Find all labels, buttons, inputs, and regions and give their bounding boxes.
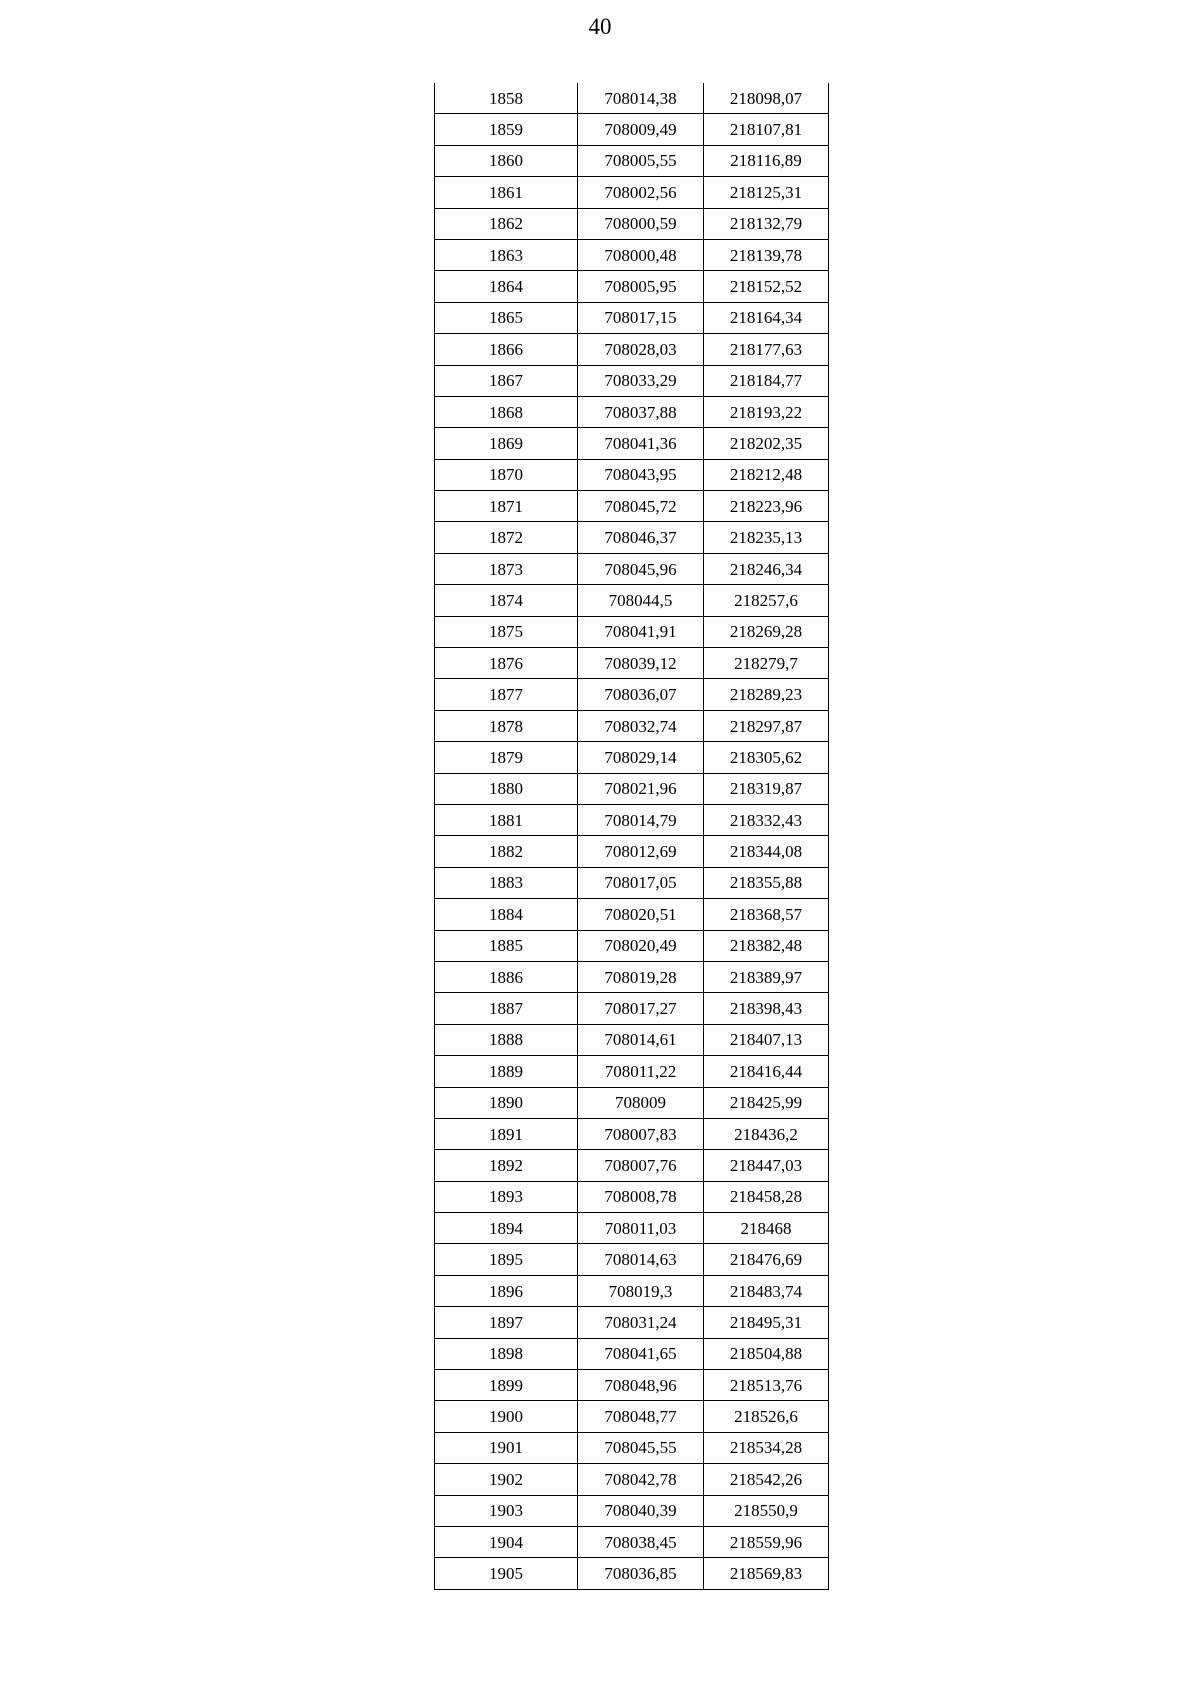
x-coordinate-cell: 708007,83 <box>578 1118 704 1149</box>
table-row <box>435 1275 829 1306</box>
table-row <box>435 1495 829 1526</box>
y-coordinate-cell: 218139,78 <box>704 239 829 270</box>
y-coordinate-cell: 218164,34 <box>704 302 829 333</box>
x-coordinate-cell: 708014,63 <box>578 1244 704 1275</box>
y-coordinate-cell: 218476,69 <box>704 1244 829 1275</box>
table-row <box>435 836 829 867</box>
x-coordinate-cell: 708009,49 <box>578 114 704 145</box>
table-row <box>435 616 829 647</box>
table-row <box>435 428 829 459</box>
point-number-cell: 1868 <box>435 396 578 427</box>
y-coordinate-cell: 218305,62 <box>704 742 829 773</box>
x-coordinate-cell: 708011,22 <box>578 1056 704 1087</box>
table-row <box>435 1432 829 1463</box>
table-row <box>435 1307 829 1338</box>
table-row <box>435 710 829 741</box>
point-number-cell: 1888 <box>435 1024 578 1055</box>
y-coordinate-cell: 218559,96 <box>704 1526 829 1557</box>
y-coordinate-cell: 218212,48 <box>704 459 829 490</box>
x-coordinate-cell: 708046,37 <box>578 522 704 553</box>
x-coordinate-cell: 708032,74 <box>578 710 704 741</box>
point-number-cell: 1905 <box>435 1558 578 1589</box>
point-number-cell: 1901 <box>435 1432 578 1463</box>
point-number-cell: 1885 <box>435 930 578 961</box>
table-row <box>435 585 829 616</box>
table-row <box>435 1087 829 1118</box>
x-coordinate-cell: 708045,55 <box>578 1432 704 1463</box>
table-row <box>435 742 829 773</box>
point-number-cell: 1886 <box>435 961 578 992</box>
y-coordinate-cell: 218483,74 <box>704 1275 829 1306</box>
point-number-cell: 1871 <box>435 491 578 522</box>
table-row <box>435 1118 829 1149</box>
table-row <box>435 239 829 270</box>
table-row <box>435 899 829 930</box>
x-coordinate-cell: 708042,78 <box>578 1464 704 1495</box>
y-coordinate-cell: 218368,57 <box>704 899 829 930</box>
point-number-cell: 1859 <box>435 114 578 145</box>
table-row <box>435 1558 829 1589</box>
y-coordinate-cell: 218389,97 <box>704 961 829 992</box>
page-number: 40 <box>588 14 612 39</box>
x-coordinate-cell: 708041,65 <box>578 1338 704 1369</box>
point-number-cell: 1873 <box>435 553 578 584</box>
point-number-cell: 1897 <box>435 1307 578 1338</box>
table-row <box>435 1464 829 1495</box>
point-number-cell: 1896 <box>435 1275 578 1306</box>
point-number-cell: 1858 <box>435 83 578 114</box>
x-coordinate-cell: 708043,95 <box>578 459 704 490</box>
table-row <box>435 867 829 898</box>
x-coordinate-cell: 708000,59 <box>578 208 704 239</box>
y-coordinate-cell: 218107,81 <box>704 114 829 145</box>
point-number-cell: 1882 <box>435 836 578 867</box>
y-coordinate-cell: 218257,6 <box>704 585 829 616</box>
x-coordinate-cell: 708020,49 <box>578 930 704 961</box>
y-coordinate-cell: 218125,31 <box>704 177 829 208</box>
y-coordinate-cell: 218569,83 <box>704 1558 829 1589</box>
y-coordinate-cell: 218534,28 <box>704 1432 829 1463</box>
point-number-cell: 1866 <box>435 334 578 365</box>
x-coordinate-cell: 708017,27 <box>578 993 704 1024</box>
point-number-cell: 1894 <box>435 1213 578 1244</box>
table-row <box>435 334 829 365</box>
coordinate-table <box>434 83 829 1590</box>
point-number-cell: 1895 <box>435 1244 578 1275</box>
point-number-cell: 1902 <box>435 1464 578 1495</box>
point-number-cell: 1899 <box>435 1370 578 1401</box>
table-row <box>435 271 829 302</box>
x-coordinate-cell: 708009 <box>578 1087 704 1118</box>
table-row <box>435 961 829 992</box>
x-coordinate-cell: 708036,85 <box>578 1558 704 1589</box>
coordinate-table-body <box>435 83 829 1589</box>
point-number-cell: 1876 <box>435 648 578 679</box>
x-coordinate-cell: 708007,76 <box>578 1150 704 1181</box>
point-number-cell: 1881 <box>435 804 578 835</box>
x-coordinate-cell: 708000,48 <box>578 239 704 270</box>
y-coordinate-cell: 218098,07 <box>704 83 829 114</box>
point-number-cell: 1874 <box>435 585 578 616</box>
y-coordinate-cell: 218223,96 <box>704 491 829 522</box>
point-number-cell: 1870 <box>435 459 578 490</box>
x-coordinate-cell: 708040,39 <box>578 1495 704 1526</box>
x-coordinate-cell: 708045,72 <box>578 491 704 522</box>
table-row <box>435 522 829 553</box>
table-row <box>435 1244 829 1275</box>
point-number-cell: 1865 <box>435 302 578 333</box>
table-row <box>435 177 829 208</box>
table-row <box>435 1338 829 1369</box>
y-coordinate-cell: 218193,22 <box>704 396 829 427</box>
x-coordinate-cell: 708008,78 <box>578 1181 704 1212</box>
x-coordinate-cell: 708014,38 <box>578 83 704 114</box>
table-row <box>435 1150 829 1181</box>
point-number-cell: 1860 <box>435 145 578 176</box>
x-coordinate-cell: 708048,77 <box>578 1401 704 1432</box>
x-coordinate-cell: 708012,69 <box>578 836 704 867</box>
y-coordinate-cell: 218398,43 <box>704 993 829 1024</box>
x-coordinate-cell: 708036,07 <box>578 679 704 710</box>
point-number-cell: 1880 <box>435 773 578 804</box>
y-coordinate-cell: 218344,08 <box>704 836 829 867</box>
table-row <box>435 491 829 522</box>
point-number-cell: 1862 <box>435 208 578 239</box>
table-row <box>435 114 829 145</box>
point-number-cell: 1898 <box>435 1338 578 1369</box>
table-row <box>435 1181 829 1212</box>
y-coordinate-cell: 218132,79 <box>704 208 829 239</box>
x-coordinate-cell: 708019,28 <box>578 961 704 992</box>
x-coordinate-cell: 708020,51 <box>578 899 704 930</box>
y-coordinate-cell: 218297,87 <box>704 710 829 741</box>
x-coordinate-cell: 708017,15 <box>578 302 704 333</box>
table-row <box>435 83 829 114</box>
x-coordinate-cell: 708014,61 <box>578 1024 704 1055</box>
x-coordinate-cell: 708038,45 <box>578 1526 704 1557</box>
x-coordinate-cell: 708044,5 <box>578 585 704 616</box>
x-coordinate-cell: 708005,95 <box>578 271 704 302</box>
table-row <box>435 365 829 396</box>
point-number-cell: 1864 <box>435 271 578 302</box>
y-coordinate-cell: 218526,6 <box>704 1401 829 1432</box>
table-row <box>435 993 829 1024</box>
point-number-cell: 1877 <box>435 679 578 710</box>
point-number-cell: 1887 <box>435 993 578 1024</box>
point-number-cell: 1883 <box>435 867 578 898</box>
y-coordinate-cell: 218355,88 <box>704 867 829 898</box>
table-row <box>435 396 829 427</box>
y-coordinate-cell: 218235,13 <box>704 522 829 553</box>
y-coordinate-cell: 218425,99 <box>704 1087 829 1118</box>
x-coordinate-cell: 708019,3 <box>578 1275 704 1306</box>
point-number-cell: 1903 <box>435 1495 578 1526</box>
point-number-cell: 1872 <box>435 522 578 553</box>
y-coordinate-cell: 218332,43 <box>704 804 829 835</box>
point-number-cell: 1891 <box>435 1118 578 1149</box>
x-coordinate-cell: 708041,36 <box>578 428 704 459</box>
x-coordinate-cell: 708002,56 <box>578 177 704 208</box>
table-row <box>435 1526 829 1557</box>
x-coordinate-cell: 708039,12 <box>578 648 704 679</box>
point-number-cell: 1879 <box>435 742 578 773</box>
y-coordinate-cell: 218202,35 <box>704 428 829 459</box>
point-number-cell: 1890 <box>435 1087 578 1118</box>
y-coordinate-cell: 218319,87 <box>704 773 829 804</box>
y-coordinate-cell: 218177,63 <box>704 334 829 365</box>
x-coordinate-cell: 708014,79 <box>578 804 704 835</box>
table-row <box>435 1024 829 1055</box>
point-number-cell: 1889 <box>435 1056 578 1087</box>
table-row <box>435 1370 829 1401</box>
x-coordinate-cell: 708017,05 <box>578 867 704 898</box>
x-coordinate-cell: 708045,96 <box>578 553 704 584</box>
point-number-cell: 1892 <box>435 1150 578 1181</box>
y-coordinate-cell: 218407,13 <box>704 1024 829 1055</box>
table-row <box>435 208 829 239</box>
x-coordinate-cell: 708028,03 <box>578 334 704 365</box>
x-coordinate-cell: 708031,24 <box>578 1307 704 1338</box>
point-number-cell: 1904 <box>435 1526 578 1557</box>
table-row <box>435 1213 829 1244</box>
point-number-cell: 1878 <box>435 710 578 741</box>
table-row <box>435 1401 829 1432</box>
y-coordinate-cell: 218468 <box>704 1213 829 1244</box>
point-number-cell: 1863 <box>435 239 578 270</box>
x-coordinate-cell: 708033,29 <box>578 365 704 396</box>
point-number-cell: 1861 <box>435 177 578 208</box>
point-number-cell: 1867 <box>435 365 578 396</box>
y-coordinate-cell: 218542,26 <box>704 1464 829 1495</box>
x-coordinate-cell: 708029,14 <box>578 742 704 773</box>
point-number-cell: 1893 <box>435 1181 578 1212</box>
y-coordinate-cell: 218279,7 <box>704 648 829 679</box>
y-coordinate-cell: 218504,88 <box>704 1338 829 1369</box>
table-row <box>435 679 829 710</box>
table-row <box>435 804 829 835</box>
x-coordinate-cell: 708021,96 <box>578 773 704 804</box>
y-coordinate-cell: 218436,2 <box>704 1118 829 1149</box>
x-coordinate-cell: 708005,55 <box>578 145 704 176</box>
y-coordinate-cell: 218382,48 <box>704 930 829 961</box>
y-coordinate-cell: 218513,76 <box>704 1370 829 1401</box>
table-row <box>435 773 829 804</box>
x-coordinate-cell: 708048,96 <box>578 1370 704 1401</box>
table-row <box>435 302 829 333</box>
y-coordinate-cell: 218184,77 <box>704 365 829 396</box>
table-row <box>435 553 829 584</box>
table-row <box>435 459 829 490</box>
y-coordinate-cell: 218116,89 <box>704 145 829 176</box>
x-coordinate-cell: 708041,91 <box>578 616 704 647</box>
y-coordinate-cell: 218495,31 <box>704 1307 829 1338</box>
y-coordinate-cell: 218246,34 <box>704 553 829 584</box>
y-coordinate-cell: 218550,9 <box>704 1495 829 1526</box>
y-coordinate-cell: 218416,44 <box>704 1056 829 1087</box>
y-coordinate-cell: 218447,03 <box>704 1150 829 1181</box>
table-row <box>435 648 829 679</box>
x-coordinate-cell: 708011,03 <box>578 1213 704 1244</box>
table-row <box>435 1056 829 1087</box>
table-row <box>435 145 829 176</box>
point-number-cell: 1900 <box>435 1401 578 1432</box>
y-coordinate-cell: 218289,23 <box>704 679 829 710</box>
table-row <box>435 930 829 961</box>
y-coordinate-cell: 218152,52 <box>704 271 829 302</box>
point-number-cell: 1884 <box>435 899 578 930</box>
point-number-cell: 1875 <box>435 616 578 647</box>
point-number-cell: 1869 <box>435 428 578 459</box>
y-coordinate-cell: 218269,28 <box>704 616 829 647</box>
x-coordinate-cell: 708037,88 <box>578 396 704 427</box>
y-coordinate-cell: 218458,28 <box>704 1181 829 1212</box>
